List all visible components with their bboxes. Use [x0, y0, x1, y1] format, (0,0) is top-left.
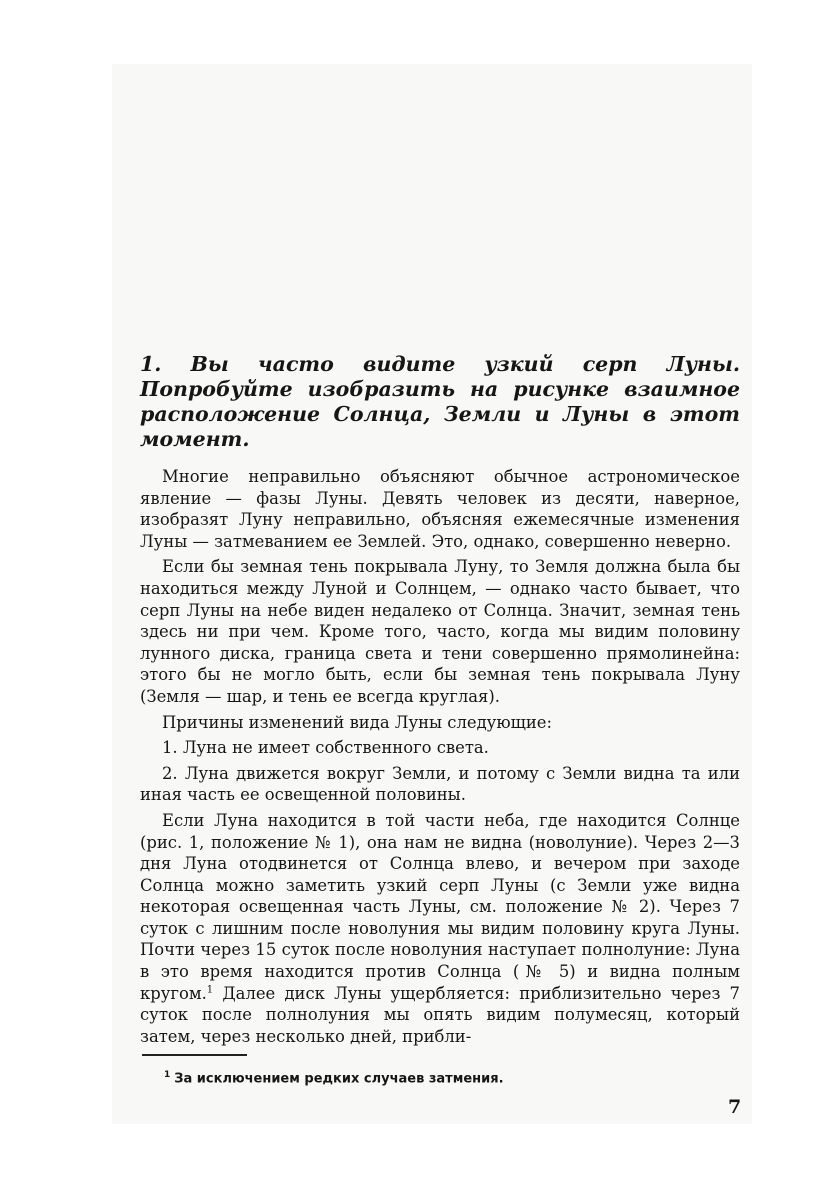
- question-heading: 1. Вы часто видите узкий серп Луны. Попробуйте изобразить на рисунке взаимное расположение Солнца, Земли и Луны в этот момент.: [140, 352, 740, 451]
- paragraph: Многие неправильно объясняют обычное астрономическое явление — фазы Луны. Девять человек из десяти, наверное, изобразят Луну неправильно, объясняя ежемесячные изменения Луны — затмеванием ее Землей. Это, однако, совершенно неверно.: [140, 467, 740, 551]
- paragraph: Если бы земная тень покрывала Луну, то Земля должна была бы находиться между Луной и Солнцем, — однако часто бывает, что серп Луны на небе виден недалеко от Солнца. Значит, земная тень здесь ни при чем. Кроме того, часто, когда мы видим половину лунного диска, граница света и тени совершенно прямолинейна: этого бы не могло быть, если бы земная тень покрывала Луну (Земля — шар, и тень ее всегда круглая).: [140, 557, 740, 706]
- page-body: [140, 352, 740, 1047]
- paragraph: Причины изменений вида Луны следующие:: [162, 712, 552, 732]
- paragraph-text: Если Луна находится в той части неба, где находится Солнце (рис. 1, положение № 1), она нам не видна (новолуние). Через 2—3 дня Луна отодвинется от Солнца влево, и вечером при заходе Солнца можно заметить узкий серп Луны (с Земли уже видна некоторая освещенная часть Луны, см. положение № 2). Через 7 суток с лишним после новолуния мы видим половину круга Луны. Почти через 15 суток после новолуния наступает полнолуние: Луна в это время находится против Солнца (№ 5) и видна полным кругом.: [140, 810, 740, 1003]
- footnote: [164, 1070, 504, 1086]
- footnote-reference: 1: [206, 984, 214, 996]
- footnote-mark: 1: [164, 1070, 171, 1080]
- paragraph-with-footnote: [140, 810, 740, 1048]
- footnote-divider: [142, 1054, 247, 1056]
- paragraph-text-continued: Далее диск Луны ущербляется: приблизительно через 7 суток после полнолуния мы опять видим полумесяц, который затем, через несколько дней, прибли-: [140, 983, 740, 1046]
- list-item: 1. Луна не имеет собственного света.: [162, 738, 489, 758]
- footnote-text: За исключением редких случаев затмения.: [174, 1071, 504, 1087]
- list-item: 2. Луна движется вокруг Земли, и потому с Земли видна та или иная часть ее освещенной половины.: [140, 763, 740, 805]
- page-number: 7: [728, 1096, 742, 1118]
